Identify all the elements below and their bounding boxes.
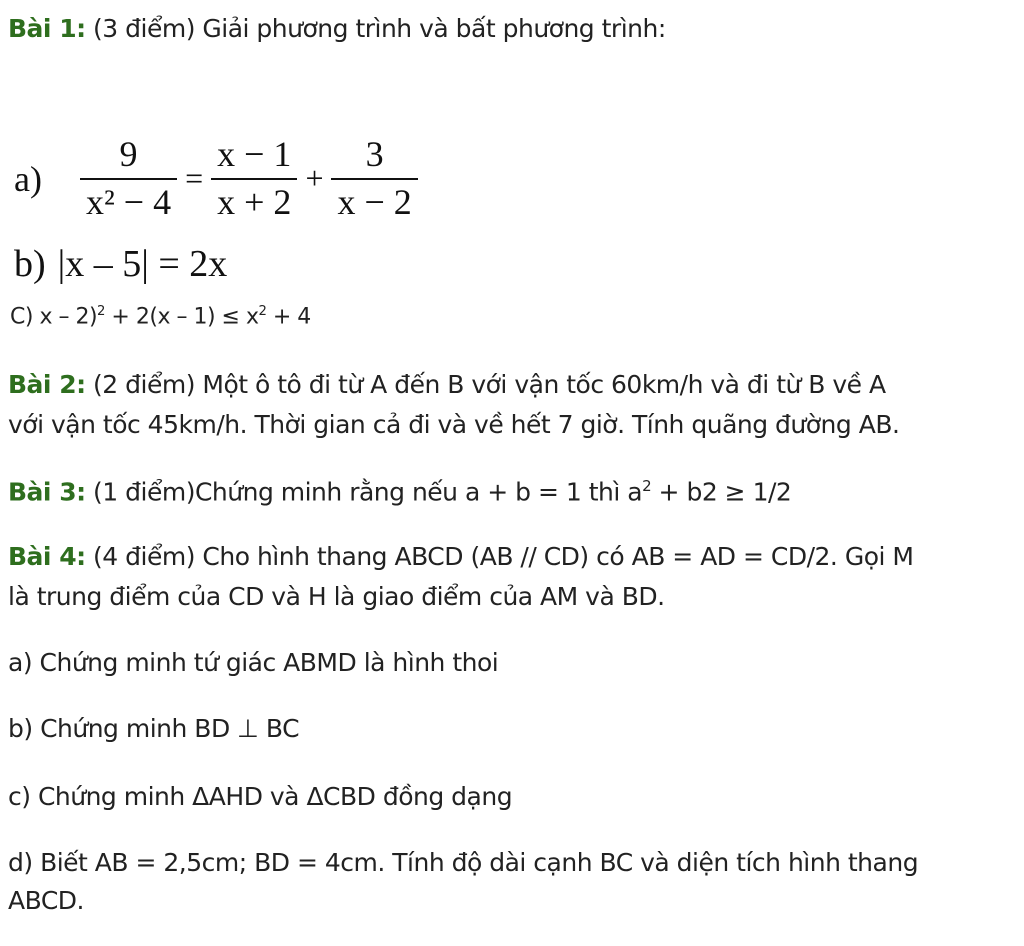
equation-a-label: a) (14, 158, 42, 199)
fraction-1-numerator: 9 (119, 134, 138, 174)
bai1-text: (3 điểm) Giải phương trình và bất phương trình: (85, 14, 666, 43)
fraction-2-numerator: x − 1 (217, 134, 292, 174)
bai3-label: Bài 3: (8, 477, 86, 507)
bai2-text-1: (2 điểm) Một ô tô đi từ A đến B với vận tốc 60km/h và đi từ B về A (85, 370, 886, 399)
bai2-label: Bài 2: (8, 370, 86, 399)
bai4-part-d-line2: ABCD. (8, 886, 84, 915)
bai2-line1 (8, 370, 886, 399)
fraction-2 (211, 136, 297, 222)
bai2-line2: với vận tốc 45km/h. Thời gian cả đi và về hết 7 giờ. Tính quãng đường AB. (8, 410, 900, 439)
equals-sign: = (185, 160, 204, 197)
bai4-part-c: c) Chứng minh ΔAHD và ΔCBD đồng dạng (8, 782, 513, 811)
plus-sign: + (305, 160, 324, 197)
bai4-text-1: (4 điểm) Cho hình thang ABCD (AB // CD) có AB = AD = CD/2. Gọi M (85, 542, 914, 571)
equation-c-part3: + 4 (266, 304, 311, 330)
bai1-label: Bài 1: (8, 14, 86, 43)
fraction-3 (331, 136, 417, 222)
fraction-1 (80, 136, 177, 222)
fraction-3-numerator: 3 (365, 134, 384, 174)
bai4-label: Bài 4: (8, 542, 86, 571)
equation-b (14, 242, 227, 286)
bai3-line (8, 477, 791, 506)
equation-c-exp1: 2 (97, 304, 105, 319)
equation-a (14, 136, 422, 222)
fraction-2-denominator: x + 2 (217, 181, 292, 222)
equation-c-part2: + 2(x – 1) ≤ x (104, 304, 259, 330)
bai4-line2: là trung điểm của CD và H là giao điểm của AM và BD. (8, 582, 665, 611)
equation-c-label: C) (10, 304, 33, 330)
equation-c-exp2: 2 (258, 304, 267, 319)
equation-b-label: b) (14, 243, 46, 285)
bai1-heading (8, 14, 666, 43)
fraction-1-denominator: x² − 4 (85, 181, 172, 222)
bai3-text-1: (1 điểm)Chứng minh rằng nếu a + b = 1 thì a (85, 477, 643, 507)
bai3-text-2: + b2 ≥ 1/2 (651, 477, 792, 507)
bai4-part-d-line1: d) Biết AB = 2,5cm; BD = 4cm. Tính độ dài cạnh BC và diện tích hình thang (8, 848, 919, 877)
equation-c-part1: x – 2) (39, 304, 98, 330)
fraction-3-denominator: x − 2 (337, 181, 412, 222)
equation-b-expression: |x – 5| = 2x (57, 243, 228, 285)
bai4-part-b: b) Chứng minh BD ⊥ BC (8, 714, 300, 743)
equation-c (10, 304, 311, 329)
bai4-part-a: a) Chứng minh tứ giác ABMD là hình thoi (8, 648, 499, 677)
bai4-line1 (8, 542, 913, 571)
bai3-exponent: 2 (642, 477, 652, 495)
